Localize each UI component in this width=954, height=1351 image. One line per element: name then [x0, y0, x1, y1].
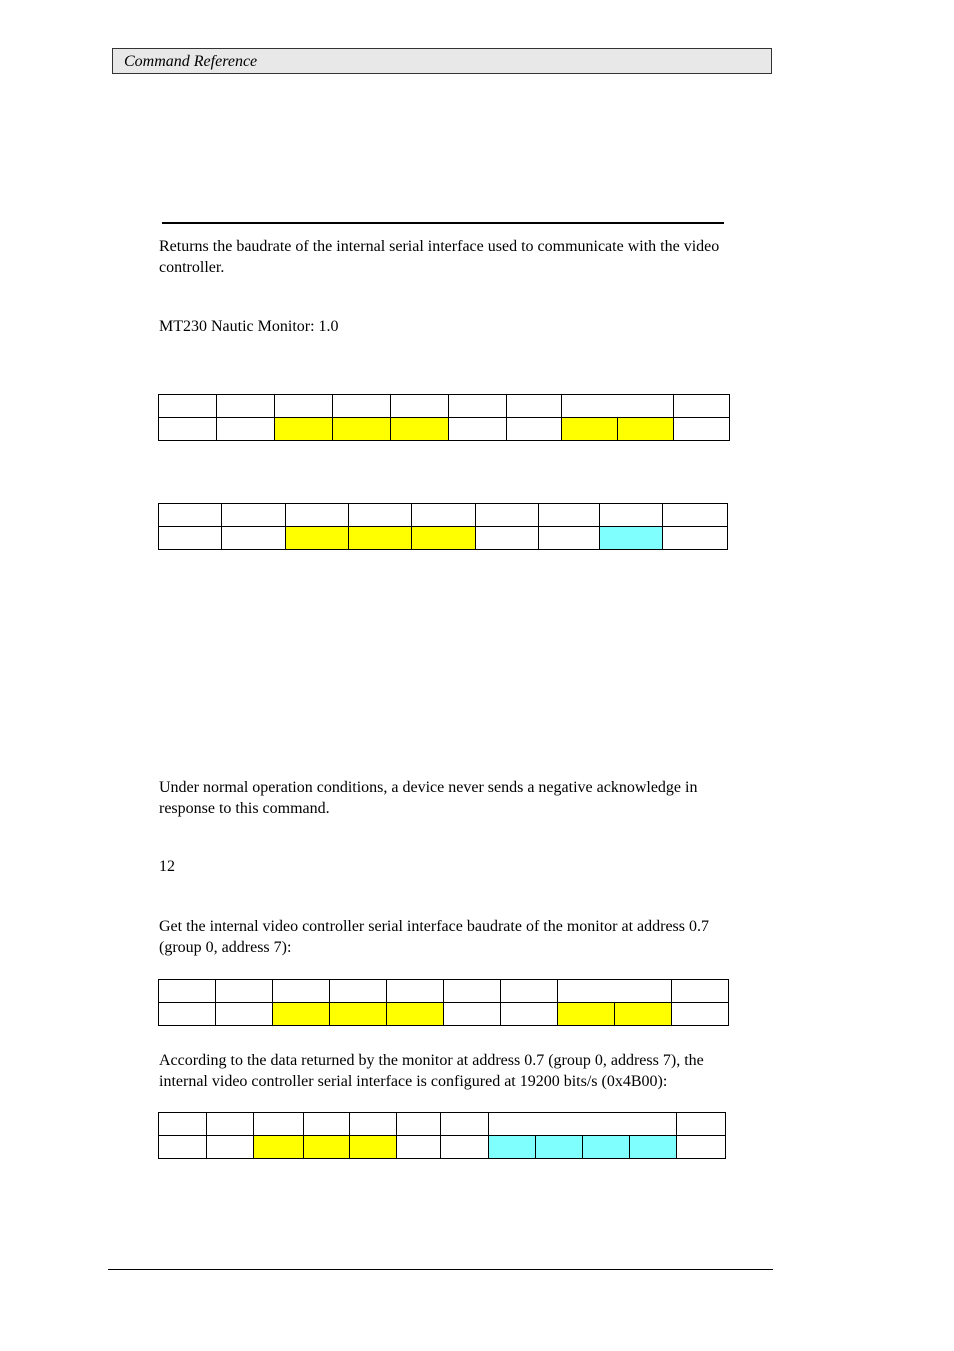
table-cell	[350, 1113, 397, 1136]
table-cell	[254, 1136, 304, 1159]
table-cell	[476, 527, 539, 550]
table-cell	[558, 980, 672, 1003]
table-cell	[216, 1003, 273, 1026]
table-cell	[286, 504, 349, 527]
table-cell	[159, 527, 222, 550]
table-cell	[222, 504, 286, 527]
table-cell	[674, 418, 730, 441]
table-row	[159, 1003, 729, 1026]
table-cell	[159, 395, 217, 418]
table-cell	[600, 527, 663, 550]
table-cell	[207, 1136, 254, 1159]
table-cell	[677, 1136, 726, 1159]
table-cell	[349, 504, 412, 527]
table-cell	[349, 527, 412, 550]
table-cell	[217, 395, 275, 418]
table-cell	[254, 1113, 304, 1136]
table-cell	[216, 980, 273, 1003]
example-command-table	[158, 979, 729, 1026]
table-header-row	[159, 1113, 726, 1136]
table-cell	[449, 395, 507, 418]
table-cell	[412, 527, 476, 550]
table-header-row	[159, 980, 729, 1003]
table-cell	[222, 527, 286, 550]
table-cell	[387, 1003, 444, 1026]
table-cell	[333, 418, 391, 441]
table-header-row	[159, 395, 730, 418]
table-cell	[501, 980, 558, 1003]
table-cell	[441, 1113, 489, 1136]
table-cell	[275, 418, 333, 441]
table-cell	[507, 395, 562, 418]
table-cell	[330, 1003, 387, 1026]
table-cell	[286, 527, 349, 550]
nack-note-text: Under normal operation conditions, a device never sends a negative acknowledge in response to this command.	[159, 779, 698, 817]
table-cell	[391, 418, 449, 441]
table-cell	[273, 1003, 330, 1026]
response-format-table	[158, 503, 728, 550]
availability-text: MT230 Nautic Monitor: 1.0	[159, 318, 339, 335]
table-cell	[159, 1136, 207, 1159]
command-code-text: 12	[159, 858, 175, 875]
table-cell	[507, 418, 562, 441]
table-cell	[674, 395, 730, 418]
header-title: Command Reference	[124, 53, 258, 70]
table-cell	[444, 1003, 501, 1026]
table-cell	[562, 395, 674, 418]
section-rule	[162, 222, 724, 224]
table-cell	[562, 418, 618, 441]
table-row	[159, 418, 730, 441]
table-cell	[539, 527, 600, 550]
table-cell	[449, 418, 507, 441]
table-cell	[489, 1113, 677, 1136]
table-cell	[539, 504, 600, 527]
table-cell	[677, 1113, 726, 1136]
table-cell	[217, 418, 275, 441]
example-response-table	[158, 1112, 726, 1159]
table-cell	[412, 504, 476, 527]
table-cell	[159, 504, 222, 527]
table-cell	[618, 418, 674, 441]
table-cell	[444, 980, 501, 1003]
table-cell	[663, 527, 728, 550]
table-cell	[476, 504, 539, 527]
table-cell	[558, 1003, 615, 1026]
table-cell	[330, 980, 387, 1003]
table-cell	[489, 1136, 536, 1159]
table-row	[159, 1136, 726, 1159]
table-cell	[672, 1003, 729, 1026]
description-text: Returns the baudrate of the internal serial interface used to communicate with the video controller.	[159, 238, 720, 276]
table-cell	[159, 418, 217, 441]
table-cell	[663, 504, 728, 527]
table-cell	[441, 1136, 489, 1159]
table-header-row	[159, 504, 728, 527]
table-cell	[304, 1136, 350, 1159]
table-cell	[397, 1136, 441, 1159]
table-cell	[207, 1113, 254, 1136]
table-cell	[159, 1113, 207, 1136]
table-cell	[159, 1003, 216, 1026]
table-cell	[333, 395, 391, 418]
table-cell	[397, 1113, 441, 1136]
table-cell	[391, 395, 449, 418]
table-cell	[304, 1113, 350, 1136]
table-cell	[600, 504, 663, 527]
table-cell	[275, 395, 333, 418]
table-cell	[630, 1136, 677, 1159]
command-format-table	[158, 394, 730, 441]
table-cell	[350, 1136, 397, 1159]
table-cell	[536, 1136, 583, 1159]
footer-rule	[108, 1269, 773, 1270]
table-cell	[159, 980, 216, 1003]
example-intro-text: Get the internal video controller serial interface baudrate of the monitor at address 0.7 (group 0, address 7):	[159, 918, 710, 956]
table-cell	[387, 980, 444, 1003]
table-cell	[501, 1003, 558, 1026]
table-cell	[672, 980, 729, 1003]
table-row	[159, 527, 728, 550]
page-header	[112, 48, 772, 74]
table-cell	[273, 980, 330, 1003]
table-cell	[615, 1003, 672, 1026]
response-intro-text: According to the data returned by the monitor at address 0.7 (group 0, address 7), the internal video controller serial interface is configured at 19200 bits/s (0x4B00):	[159, 1052, 704, 1090]
table-cell	[583, 1136, 630, 1159]
